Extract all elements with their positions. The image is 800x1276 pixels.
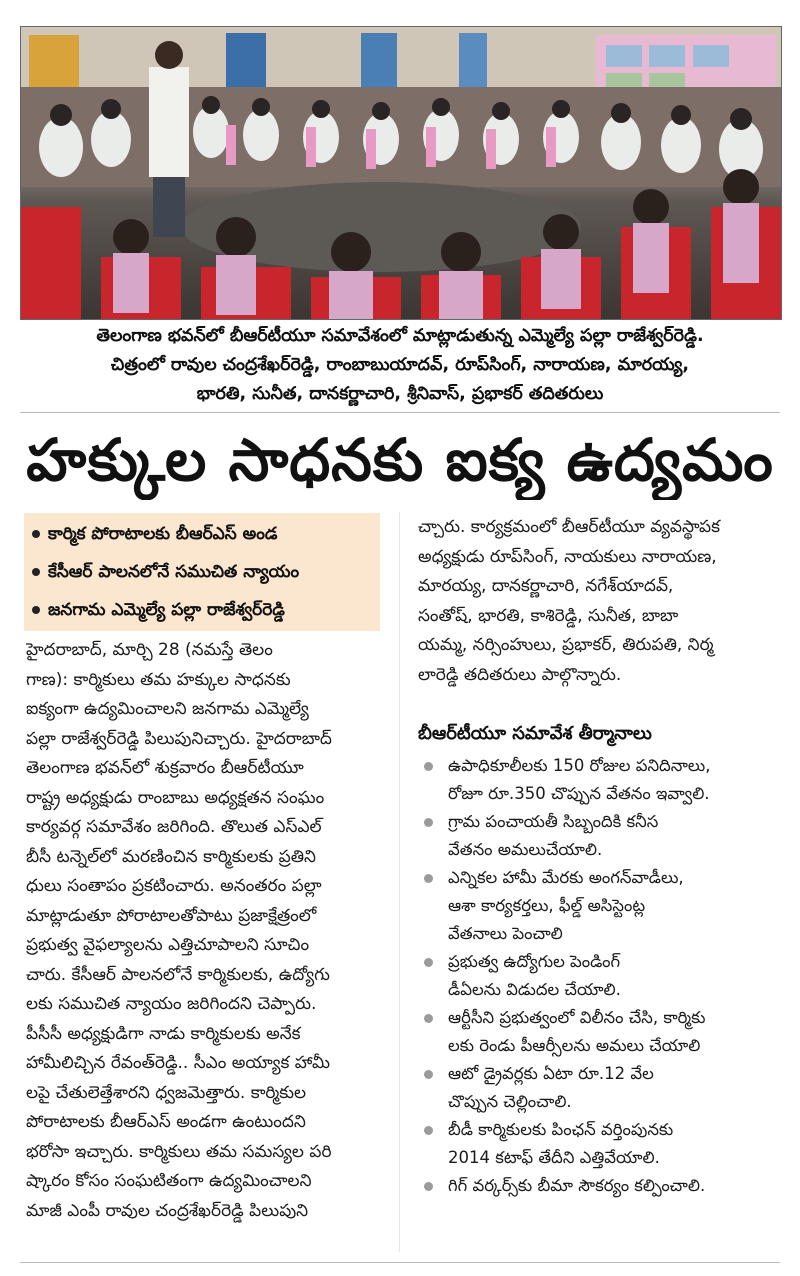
resolution-line: లకు రెండు పీఆర్సీలను అమలు చేయాలి (448, 1036, 701, 1055)
resolution-item (418, 948, 780, 1004)
photo-caption (24, 322, 776, 409)
resolution-line: ఎన్నికల హామీ మేరకు అంగన్‌వాడీలు, (448, 868, 684, 887)
body-line: కార్యవర్గ సమావేశం జరిగింది. తొలుత ఎస్‌ఎల్ (26, 817, 322, 837)
bullet-icon (32, 568, 40, 576)
highlight-text: జనగామ ఎమ్మెల్యే పల్లా రాజేశ్వర్‌రెడ్డి (48, 600, 285, 620)
resolution-line: వేతనం అమలుచేయాలి. (448, 840, 603, 859)
bullet-icon (424, 1126, 433, 1135)
body-line: రాష్ట్ర అధ్యక్షుడు రాంబాబు అధ్యక్షతన సంఘం (26, 787, 325, 808)
resolution-item (418, 1116, 780, 1172)
highlight-text: కార్మిక పోరాటాలకు బీఆర్‌ఎస్ అండ (48, 524, 278, 544)
highlight-text: కేసీఆర్ పాలనలోనే సముచిత న్యాయం (48, 562, 300, 582)
divider (20, 412, 780, 413)
bullet-icon (424, 958, 433, 967)
highlight-item (32, 557, 376, 587)
resolution-line: 2014 కటాఫ్ తేదీని ఎత్తివేయాలి. (448, 1148, 660, 1167)
body-line: గాణ): కార్మికులు తమ హక్కుల సాధనకు (26, 669, 291, 690)
resolution-line: బీడీ కార్మికులకు పింఛన్ వర్తింపునకు (448, 1120, 674, 1139)
resolution-item (418, 1004, 780, 1060)
resolution-line: గ్రామ పంచాయతీ సిబ్బందికి కనీస (448, 812, 659, 831)
bullet-icon (32, 606, 40, 614)
resolutions-heading: బీఆర్‌టీయూ సమావేశ తీర్మానాలు (418, 723, 652, 744)
bullet-icon (424, 1070, 433, 1079)
resolution-item (418, 1060, 780, 1116)
bullet-icon (424, 1014, 433, 1023)
resolution-item (418, 864, 780, 948)
resolution-item (418, 1172, 780, 1200)
body-line: సంతోష్, భారతి, కాశిరెడ్డి, సునీత, బాబా (418, 605, 679, 626)
body-line: బీసీ టన్నెల్‌లో మరణించిన కార్మికులకు ప్రతిని (26, 846, 316, 867)
body-line: పోరాటాలకు బీఆర్‌ఎస్ అండగా ఉంటుందని (26, 1112, 306, 1132)
body-line: హామీలిచ్చిన రేవంత్‌రెడ్డి.. సీఎం అయ్యాక హామీ (26, 1053, 330, 1073)
body-line: మాట్లాడుతూ పోరాటాలతోపాటు ప్రజాక్షేత్రంలో (26, 905, 317, 926)
body-line: భరోసా ఇచ్చారు. కార్మికులు తమ సమస్యల పరి (26, 1141, 332, 1162)
column-divider (399, 512, 400, 1252)
resolution-line: వేతనాలు పెంచాలి (448, 924, 563, 943)
body-line: ధులు సంతాపం ప్రకటించారు. అనంతరం పల్లా (26, 876, 322, 896)
resolution-line: ఆశా కార్యకర్తలు, ఫీల్డ్ అసిస్టెంట్ల (448, 896, 646, 915)
body-line: అధ్యక్షుడు రూప్‌సింగ్, నాయకులు నారాయణ, (418, 546, 717, 567)
resolution-line: గిగ్ వర్కర్స్‌కు బీమా సౌకర్యం కల్పించాలి. (448, 1176, 706, 1195)
bullet-icon (424, 1182, 433, 1191)
resolution-line: ప్రభుత్వ ఉద్యోగుల పెండింగ్ (448, 952, 621, 971)
body-line: చారు. కేసీఆర్ పాలనలోనే కార్మికులకు, ఉద్యోగు (26, 964, 330, 985)
resolution-line: ఆర్టీసీని ప్రభుత్వంలో విలీనం చేసి, కార్మికు (448, 1008, 706, 1027)
body-column-left (26, 636, 378, 1226)
body-line: హైదరాబాద్, మార్చి 28 (నమస్తే తెలం (26, 640, 273, 660)
resolution-line: రోజూ రూ.350 చొప్పున వేతనం ఇవ్వాలి. (448, 784, 710, 803)
headline: హక్కుల సాధనకు ఐక్య ఉద్యమం (26, 426, 774, 494)
caption-line: చిత్రంలో రావుల చంద్రశేఖర్‌రెడ్డి, రాంబాబుయాదవ్, రూప్‌సింగ్, నారాయణ, మారయ్య, (110, 355, 690, 375)
body-line: పల్లా రాజేశ్వర్‌రెడ్డి పిలుపునిచ్చారు. హైదరాబాద్ (26, 728, 332, 749)
resolution-item (418, 752, 780, 808)
resolution-line: ఆటో డ్రైవర్లకు ఏటా రూ.12 వేల (448, 1064, 654, 1083)
resolution-line: ఉపాధికూలీలకు 150 రోజుల పనిదినాలు, (448, 756, 711, 775)
bullet-icon (424, 874, 433, 883)
bullet-icon (424, 818, 433, 827)
meeting-photo-illustration (21, 27, 781, 319)
body-line: ష్కారం కోసం సంఘటితంగా ఉద్యమించాలని (26, 1171, 312, 1191)
body-line: యమ్మ, నర్సింహులు, ప్రభాకర్, తిరుపతి, నిర్మ (418, 635, 714, 655)
highlight-item (32, 519, 376, 549)
caption-line: తెలంగాణ భవన్‌లో బీఆర్‌టీయూ సమావేశంలో మాట్లాడుతున్న ఎమ్మెల్యే పల్లా రాజేశ్వర్‌రెడ్డి. (96, 326, 704, 346)
body-column-right (418, 513, 778, 690)
highlights-box (24, 513, 380, 631)
body-line: ప్రభుత్వ వైఫల్యాలను ఎత్తిచూపాలని సూచిం (26, 935, 310, 955)
body-line: లారెడ్డి తదితరులు పాల్గొన్నారు. (418, 664, 622, 685)
divider (20, 1262, 780, 1263)
body-line: ఐక్యంగా ఉద్యమించాలని జనగామ ఎమ్మెల్యే (26, 699, 309, 719)
bullet-icon (32, 530, 40, 538)
resolution-line: డీఏలను విడుదల చేయాలి. (448, 980, 621, 999)
body-line: మాజీ ఎంపీ రావుల చంద్రశేఖర్‌రెడ్డి పిలుపుని (26, 1200, 309, 1221)
resolution-line: చొప్పున చెల్లించాలి. (448, 1092, 572, 1111)
resolutions-list (418, 752, 780, 1200)
meeting-photo (20, 26, 782, 320)
body-line: తెలంగాణ భవన్‌లో శుక్రవారం బీఆర్‌టీయూ (26, 758, 304, 778)
resolution-item (418, 808, 780, 864)
body-line: లకు సముచిత న్యాయం జరిగిందని చెప్పారు. (26, 994, 317, 1014)
body-line: చ్చారు. కార్యక్రమంలో బీఆర్‌టీయూ వ్యవస్థాపక (418, 517, 720, 537)
highlight-item (32, 595, 376, 625)
body-line: లపై చేతులెత్తేశారని ధ్వజమెత్తారు. కార్మికుల (26, 1082, 307, 1103)
body-line: పీసీసీ అధ్యక్షుడిగా నాడు కార్మికులకు అనేక (26, 1023, 301, 1044)
body-line: మారయ్య, దానకర్ణాచారి, నగేశ్‌యాదవ్, (418, 576, 674, 596)
bullet-icon (424, 762, 433, 771)
caption-line: భారతి, సునీత, దానకర్ణాచారి, శ్రీనివాస్, ప్రభాకర్ తదితరులు (196, 384, 604, 404)
